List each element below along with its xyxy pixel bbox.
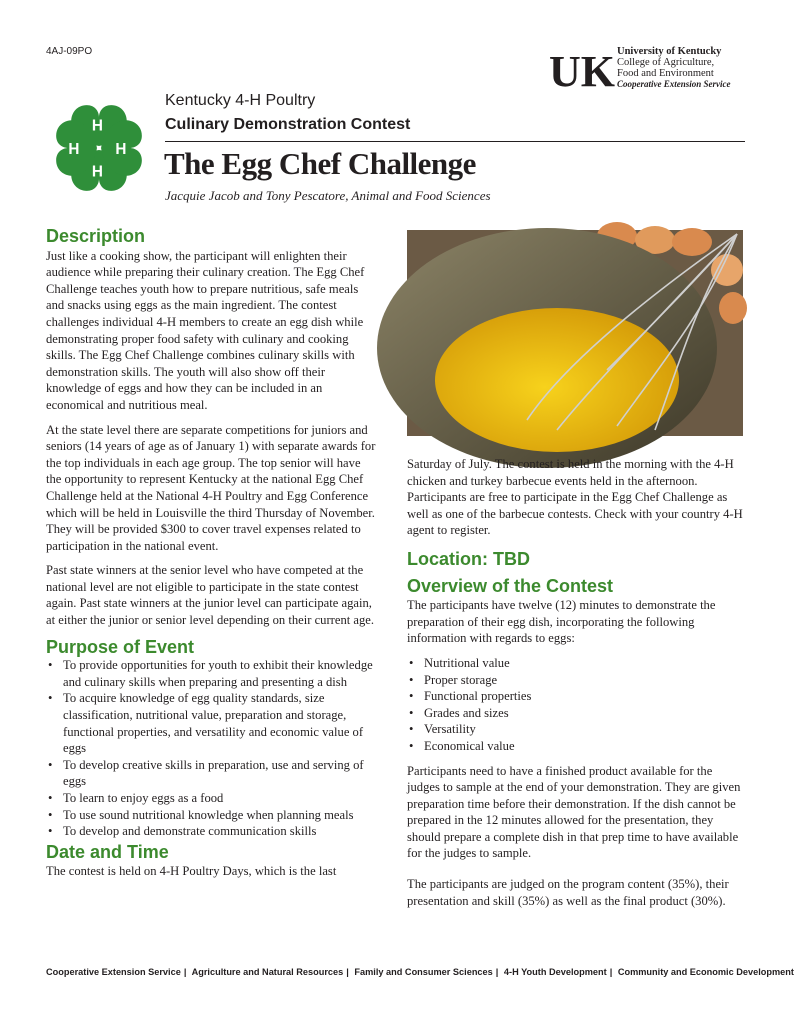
footer-item: Cooperative Extension Service	[46, 967, 181, 977]
header-divider	[165, 141, 745, 142]
list-item: • Economical value	[407, 738, 743, 755]
svg-text:H: H	[91, 117, 103, 135]
date-paragraph: The contest is held on 4-H Poultry Days, which is the last	[46, 864, 337, 879]
list-item: • Proper storage	[407, 672, 743, 689]
svg-text:UK: UK	[549, 47, 615, 96]
footer-separator: |	[609, 967, 613, 977]
description-paragraph-3: Past state winners at the senior level who have competed at the national level are not eligible to participate in the state contest again. Past state winners at the junior level can participate again, at either the junior or senior level depending on their current age.	[46, 563, 375, 628]
university-block	[617, 46, 731, 90]
overview-heading: Overview of the Contest	[407, 575, 614, 596]
program-name: Kentucky 4-H Poultry	[165, 92, 316, 109]
list-item: • To learn to enjoy eggs as a food	[46, 790, 378, 807]
list-item: • Versatility	[407, 721, 743, 738]
svg-text:H: H	[115, 141, 127, 159]
overview-paragraph-1: The participants have twelve (12) minutes to demonstrate the preparation of their egg dish, incorporating the following information with regards to eggs:	[407, 598, 716, 646]
document-code: 4AJ-09PO	[46, 46, 93, 57]
footer-item: Family and Consumer Sciences	[354, 967, 493, 977]
list-item: • Grades and sizes	[407, 705, 743, 722]
college-line-2: Food and Environment	[617, 68, 714, 79]
footer-separator: |	[183, 967, 187, 977]
purpose-list	[46, 657, 378, 840]
page-title: The Egg Chef Challenge	[164, 146, 476, 181]
overview-paragraph-3: The participants are judged on the program content (35%), their presentation and skill (35%) as well as the final product (30%).	[407, 877, 729, 908]
list-item: • To acquire knowledge of egg quality standards, size classification, nutritional value, preparation and storage, functional properties, and versatility and economic value of eggs	[46, 690, 378, 756]
contest-name: Culinary Demonstration Contest	[165, 116, 411, 133]
svg-text:H: H	[91, 163, 103, 181]
description-paragraph-1: Just like a cooking show, the participant will enlighten their audience while preparing their culinary creation. The Egg Chef Challenge teaches youth how to prepare nutritious, safe meals and snacks using eggs as the main ingredient. The contest challenges individual 4-H members to create an egg dish while demonstrating proper food safety with culinary and cooking skills. The Egg Chef Challenge combines culinary skills with demonstration skills. The youth will also show off their knowledge of eggs and how they can be included in an economical and nutritious meal.	[46, 248, 365, 412]
4-h-clover-icon	[48, 97, 150, 199]
extension-service: Cooperative Extension Service	[617, 79, 731, 89]
svg-text:H: H	[68, 141, 80, 159]
college-line-1: College of Agriculture,	[617, 57, 715, 68]
footer-departments	[46, 967, 794, 977]
date-paragraph-continued: Saturday of July. The contest is held in the morning with the 4-H chicken and turkey barbecue events held in the afternoon. Participants are free to participate in the Egg Chef Challenge as well as one of the barbecue contests. Check with your country 4-H agent to register.	[407, 457, 743, 538]
list-item: • To develop and demonstrate communication skills	[46, 823, 378, 840]
university-name: University of Kentucky	[617, 46, 722, 57]
list-item: • To provide opportunities for youth to exhibit their knowledge and culinary skills when preparing and presenting a dish	[46, 657, 378, 690]
list-item: • To develop creative skills in preparation, use and serving of eggs	[46, 757, 378, 790]
footer-separator: |	[346, 967, 349, 977]
date-heading: Date and Time	[46, 841, 169, 862]
overview-list	[407, 655, 743, 755]
description-paragraph-2: At the state level there are separate competitions for juniors and seniors (14 years of age as of January 1) with separate awards for the top individuals in each age group. The top senior will have the opportunity to represent Kentucky at the national Egg Chef Challenge held at the National 4-H Poultry and Egg Conference which will be held in Louisville the third Thursday of November. They will be provided $300 to cover travel expenses related to participation in the national event.	[46, 422, 376, 553]
footer-separator: |	[495, 967, 499, 977]
authors: Jacquie Jacob and Tony Pescatore, Animal and Food Sciences	[165, 188, 491, 203]
uk-logo-icon	[549, 47, 615, 96]
footer-item: 4-H Youth Development	[503, 967, 607, 977]
list-item: • Functional properties	[407, 688, 743, 705]
overview-paragraph-2: Participants need to have a finished product available for the judges to sample at the end of your demonstration. They are given preparation time before their demonstration. If the dish cannot be prepared in the 12 minutes allowed for the presentation, they should prepare a complete dish in that prep time to have available for the judges to sample.	[407, 763, 741, 861]
list-item: • Nutritional value	[407, 655, 743, 672]
footer-item: Agriculture and Natural Resources	[191, 967, 344, 977]
location-heading: Location: TBD	[407, 548, 530, 569]
list-item: • To use sound nutritional knowledge when planning meals	[46, 807, 378, 824]
left-column	[46, 228, 378, 888]
right-column	[407, 456, 743, 917]
description-heading: Description	[46, 226, 146, 246]
whisked-eggs-photo	[407, 230, 743, 436]
footer-item: Community and Economic Development	[617, 967, 794, 977]
purpose-heading: Purpose of Event	[46, 636, 195, 657]
